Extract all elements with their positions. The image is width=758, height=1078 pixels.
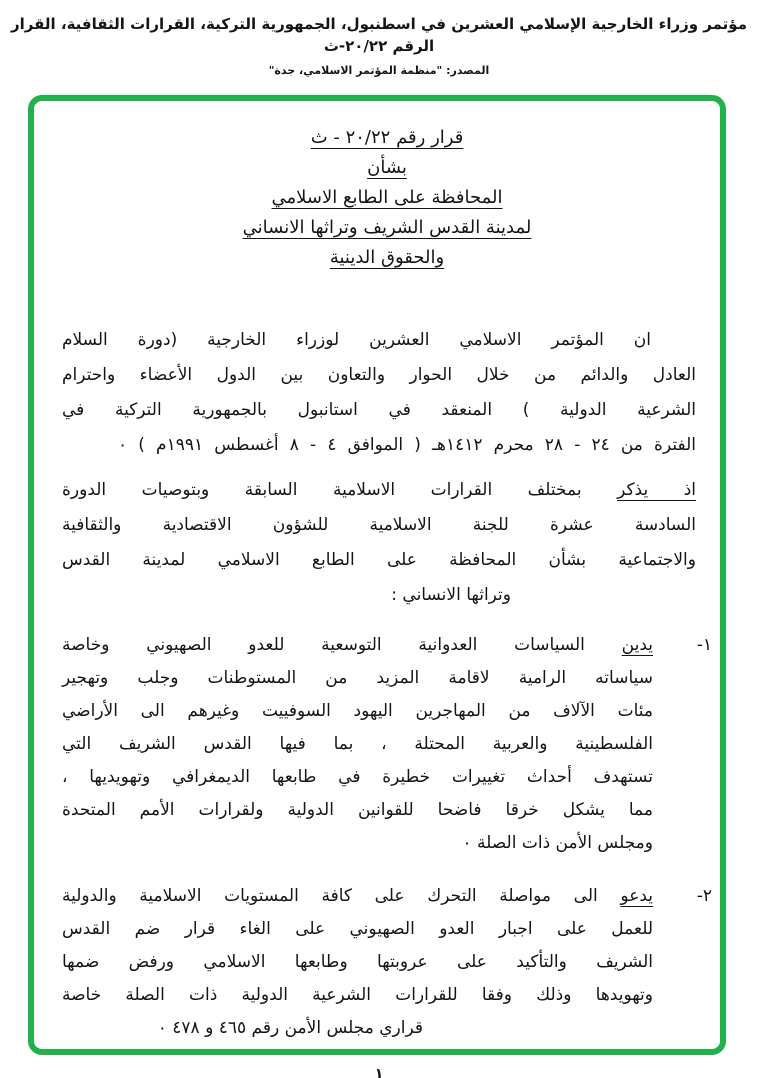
text-line: السادسة عشرة للجنة الاسلامية للشؤون الاقتصادية والثقافية xyxy=(62,515,696,535)
title-line-regarding xyxy=(62,153,712,183)
clause-item-2 xyxy=(62,880,712,1045)
title-line-subject-3 xyxy=(62,243,712,273)
title-text: والحقوق الدينية xyxy=(329,247,445,268)
title-line-subject-1 xyxy=(62,183,712,213)
title-line-number xyxy=(62,123,712,153)
text-line: الشريف والتأكيد على عروبتها وطابعها الاسلامي ورفض ضمها xyxy=(62,952,653,972)
lead-word-recalling: اذ يذكر xyxy=(617,480,696,500)
title-line-subject-2 xyxy=(62,213,712,243)
clause-number: ٢- xyxy=(696,886,712,906)
clause-body xyxy=(62,880,653,1045)
text-line: سياساته الرامية لاقامة المزيد من المستوطنات وجلب وتهجير xyxy=(62,668,653,688)
header-source: المصدر: "منظمة المؤتمر الاسلامي، جدة" xyxy=(268,64,490,77)
header-citation: مؤتمر وزراء الخارجية الإسلامي العشرين في اسطنبول، الجمهورية التركية، القرارات الثقافية، القرار الرقم ٢٠/٢٢-ث xyxy=(10,15,747,55)
text-line: تستهدف أحداث تغييرات خطيرة في طابعها الديمغرافي وتهويديها ، xyxy=(62,767,653,787)
title-text: قرار رقم ٢٠/٢٢ - ث xyxy=(310,127,464,148)
text-line-rest: الى مواصلة التحرك على كافة المستويات الاسلامية والدولية xyxy=(62,886,621,906)
text-line: العادل والدائم من خلال الحوار والتعاون بين الدول الأعضاء واحترام xyxy=(62,365,696,385)
lead-word-condemns: يدين xyxy=(621,635,653,655)
title-text: المحافظة على الطابع الاسلامي xyxy=(271,187,503,208)
text-line: ومجلس الأمن ذات الصلة ٠ xyxy=(462,833,653,853)
text-line: وتراثها الانساني : xyxy=(391,585,511,605)
text-line: والاجتماعية بشأن المحافظة على الطابع الاسلامي لمدينة القدس xyxy=(62,550,696,570)
text-line: الشرعية الدولية ) المنعقد في استانبول بالجمهورية التركية في xyxy=(62,400,696,420)
text-line-rest: السياسات العدوانية التوسعية للعدو الصهيوني وخاصة xyxy=(62,635,622,655)
text-line xyxy=(62,473,696,508)
text-line xyxy=(62,880,653,913)
title-text: لمدينة القدس الشريف وتراثها الانساني xyxy=(242,217,532,238)
text-line-rest: بمختلف القرارات الاسلامية السابقة وبتوصيات الدورة xyxy=(62,480,618,500)
resolution-title xyxy=(62,123,712,273)
document-frame xyxy=(28,95,726,1055)
page-number: ١ xyxy=(374,1066,384,1078)
text-line: ان المؤتمر الاسلامي العشرين لوزراء الخارجية (دورة السلام xyxy=(62,330,651,350)
clause-number: ١- xyxy=(696,635,712,655)
text-line: مئات الآلاف من المهاجرين اليهود السوفييت وغيرهم الى الأراضي xyxy=(62,701,653,721)
text-line xyxy=(62,629,653,662)
page-header xyxy=(0,0,758,78)
clause-body xyxy=(62,629,653,860)
text-line: مما يشكل خرقا فاضحا للقوانين الدولية ولقرارات الأمم المتحدة xyxy=(62,800,653,820)
clause-item-1 xyxy=(62,629,712,860)
text-line: قراري مجلس الأمن رقم ٤٦٥ و ٤٧٨ ٠ xyxy=(157,1018,423,1038)
text-line: وتهويدها وذلك وفقا للقرارات الشرعية الدولية ذات الصلة خاصة xyxy=(62,985,653,1005)
preamble-paragraph-2 xyxy=(62,473,712,613)
preamble-paragraph-1 xyxy=(62,323,712,463)
lead-word-calls: يدعو xyxy=(620,886,653,906)
title-text: بشأن xyxy=(367,157,407,178)
text-line: الفلسطينية والعربية المحتلة ، بما فيها القدس الشريف التي xyxy=(62,734,653,754)
text-line-dates: الفترة من ٢٤ - ٢٨ محرم ١٤١٢هـ ( الموافق ٤ - ٨ أغسطس ١٩٩١م ) ٠ xyxy=(118,435,696,455)
text-line: للعمل على اجبار العدو الصهيوني على الغاء قرار ضم القدس xyxy=(62,919,653,939)
